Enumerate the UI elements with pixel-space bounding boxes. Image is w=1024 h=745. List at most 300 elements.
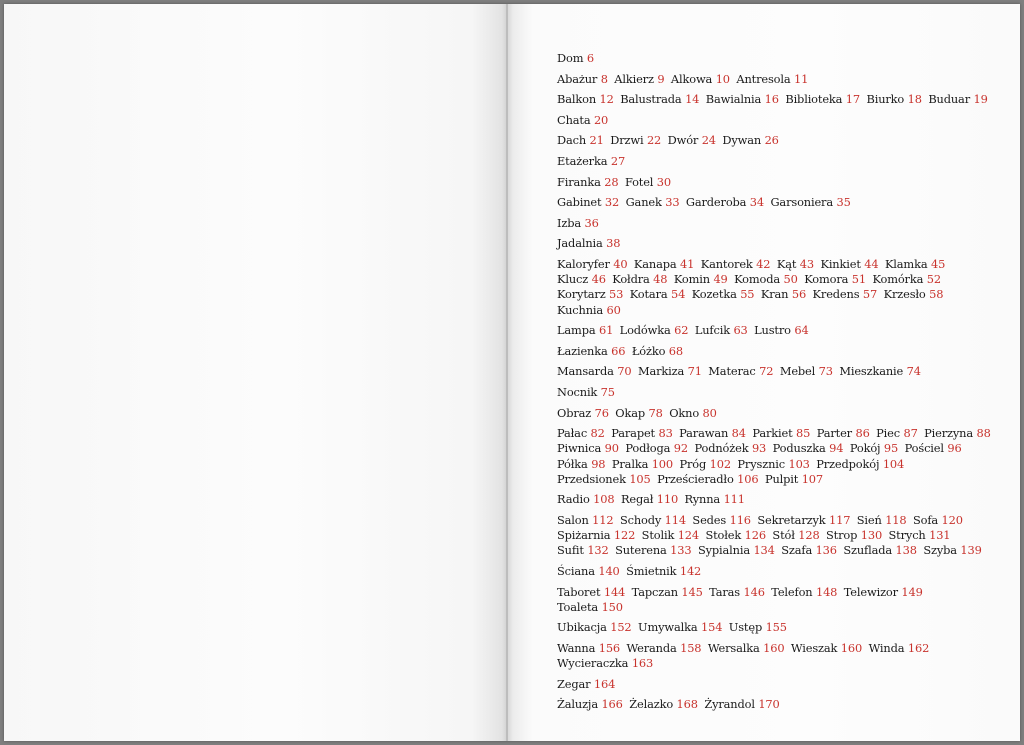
- index-term: Łazienka: [557, 343, 608, 358]
- index-entry: [632, 344, 683, 358]
- index-page-number: 68: [668, 343, 683, 358]
- index-entry: [671, 72, 730, 86]
- index-entry: [614, 72, 664, 86]
- index-term: Telewizor: [843, 584, 898, 599]
- index-entry: [777, 257, 814, 271]
- index-page-number: 98: [591, 456, 606, 471]
- index-entry: [557, 620, 632, 634]
- index-letter-group: [557, 620, 997, 635]
- index-page-number: 124: [677, 528, 699, 543]
- index-page-number: 21: [589, 133, 604, 148]
- index-term: Żyrandol: [704, 697, 755, 712]
- index-page-number: 74: [906, 364, 921, 379]
- index-term: Gabinet: [557, 195, 602, 210]
- index-entry: [612, 457, 673, 471]
- index-entry: [557, 92, 614, 106]
- index-entry: [557, 528, 635, 542]
- index-entry: [844, 585, 923, 599]
- index-entry: [695, 323, 748, 337]
- index-term: Kantorek: [700, 256, 753, 271]
- index-entry: [620, 92, 699, 106]
- index-page-number: 10: [715, 71, 730, 86]
- index-term: Komora: [804, 272, 849, 287]
- index-entry: [843, 543, 916, 557]
- index-entry: [698, 543, 775, 557]
- index-entry: [610, 133, 661, 147]
- index-term: Pościel: [904, 441, 944, 456]
- index-term: Weranda: [626, 640, 677, 655]
- index-page-number: 134: [753, 543, 775, 558]
- index-page-number: 70: [617, 364, 632, 379]
- index-letter-group: [557, 133, 997, 148]
- index-term: Komoda: [734, 272, 781, 287]
- index-entry: [557, 426, 605, 440]
- index-page-number: 78: [648, 405, 663, 420]
- index-term: Żelazko: [629, 697, 674, 712]
- index-letter-group: [557, 92, 997, 107]
- index-letter-group: [557, 344, 997, 359]
- index-entry: [679, 426, 746, 440]
- index-page-number: 40: [613, 256, 628, 271]
- index-entry: [557, 513, 613, 527]
- index-page-number: 116: [729, 512, 751, 527]
- index-term: Sedes: [692, 512, 727, 527]
- index-term: Pulpit: [764, 471, 799, 486]
- index-term: Dwór: [667, 133, 699, 148]
- index-page-number: 41: [680, 256, 695, 271]
- index-entry: [780, 364, 833, 378]
- index-page-number: 164: [593, 676, 616, 691]
- index-page-number: 33: [665, 195, 680, 210]
- index-page-number: 80: [702, 405, 717, 420]
- index-page-number: 132: [587, 543, 609, 558]
- index-page-number: 24: [701, 133, 716, 148]
- index-entry: [804, 272, 866, 286]
- index-entry: [621, 492, 678, 506]
- index-page-number: 114: [664, 512, 686, 527]
- index-page-number: 49: [713, 272, 728, 287]
- index-page-number: 27: [610, 153, 626, 168]
- index-term: Biurko: [866, 92, 905, 107]
- index-entry: [626, 195, 680, 209]
- index-term: Ubikacja: [557, 620, 607, 635]
- index-entry: [734, 272, 798, 286]
- index-entry: [557, 175, 618, 189]
- index-page-number: 170: [758, 697, 780, 712]
- index-entry: [694, 441, 766, 455]
- index-entry: [757, 513, 850, 527]
- index-letter-group: [557, 364, 997, 379]
- index-term: Krzesło: [883, 287, 926, 302]
- index-entry: [615, 406, 662, 420]
- index-entry: [857, 513, 907, 527]
- left-page-blank: [4, 4, 507, 741]
- index-entry: [638, 620, 722, 634]
- index-entry: [557, 287, 623, 301]
- index-term: Strych: [888, 528, 926, 543]
- index-page-number: 54: [671, 287, 686, 302]
- index-entry: [630, 287, 685, 301]
- index-term: Poduszka: [772, 441, 826, 456]
- index-page-number: 8: [600, 71, 608, 86]
- index-page-number: 46: [591, 272, 606, 287]
- index-entry: [557, 697, 623, 711]
- index-term: Kanapa: [633, 256, 677, 271]
- index-entry: [708, 364, 773, 378]
- index-entry: [816, 457, 904, 471]
- index-entry: [885, 257, 945, 271]
- index-entry: [557, 257, 627, 271]
- index-entry: [620, 323, 689, 337]
- index-entry: [923, 543, 981, 557]
- index-term: Alkowa: [670, 71, 713, 86]
- index-page-number: 42: [756, 256, 771, 271]
- index-list: [557, 51, 997, 718]
- index-entry: [674, 272, 728, 286]
- index-term: Wycieraczka: [557, 656, 629, 671]
- index-page-number: 76: [594, 405, 609, 420]
- index-page-number: 75: [600, 384, 615, 399]
- index-entry: [557, 344, 625, 358]
- index-term: Biblioteka: [785, 92, 843, 107]
- index-page-number: 58: [929, 287, 944, 302]
- index-page-number: 148: [815, 584, 838, 599]
- index-page-number: 108: [593, 492, 615, 507]
- index-entry: [668, 133, 716, 147]
- index-entry: [626, 564, 701, 578]
- index-term: Parapet: [611, 426, 655, 441]
- index-term: Lodówka: [619, 323, 671, 338]
- index-page-number: 60: [606, 302, 621, 317]
- index-letter-group: [557, 113, 997, 128]
- index-entry: [905, 441, 962, 455]
- index-term: Kołdra: [612, 272, 650, 287]
- index-term: Piwnica: [557, 441, 602, 456]
- index-term: Piec: [876, 426, 900, 441]
- index-page-number: 82: [590, 426, 605, 441]
- index-page-number: 14: [685, 92, 700, 107]
- index-page-number: 16: [764, 92, 779, 107]
- index-term: Dach: [557, 133, 587, 148]
- index-page-number: 118: [885, 512, 907, 527]
- index-letter-group: [557, 72, 997, 87]
- index-page-number: 145: [681, 584, 703, 599]
- index-term: Garsoniera: [770, 195, 833, 210]
- index-entry: [813, 287, 878, 301]
- index-term: Toaleta: [557, 599, 599, 614]
- index-entry: [557, 113, 608, 127]
- index-entry: [557, 236, 620, 250]
- index-entry: [557, 272, 606, 286]
- index-letter-group: [557, 406, 997, 421]
- index-page-number: 144: [603, 584, 626, 599]
- index-page-number: 55: [740, 287, 755, 302]
- index-page-number: 9: [657, 71, 665, 86]
- index-term: Buduar: [928, 92, 970, 107]
- index-page-number: 88: [976, 426, 991, 441]
- index-term: Firanka: [557, 174, 601, 189]
- index-entry: [928, 92, 987, 106]
- index-page-number: 50: [783, 272, 798, 287]
- index-entry: [785, 92, 860, 106]
- index-entry: [557, 406, 609, 420]
- index-term: Garderoba: [685, 195, 747, 210]
- index-term: Antresola: [736, 71, 791, 86]
- index-letter-group: [557, 492, 997, 507]
- index-term: Żaluzja: [557, 697, 598, 712]
- index-entry: [557, 457, 605, 471]
- index-term: Klamka: [884, 256, 928, 271]
- index-page-number: 6: [586, 51, 594, 65]
- index-page-number: 133: [670, 543, 692, 558]
- index-entry: [557, 677, 615, 691]
- index-term: Strop: [826, 528, 858, 543]
- index-page-number: 66: [611, 343, 626, 358]
- index-term: Schody: [619, 512, 662, 527]
- index-page-number: 96: [947, 441, 962, 456]
- index-entry: [632, 585, 703, 599]
- index-entry: [557, 323, 613, 337]
- index-term: Komin: [673, 272, 710, 287]
- index-letter-group: [557, 195, 997, 210]
- index-page-number: 156: [598, 640, 621, 655]
- index-page-number: 106: [737, 471, 759, 486]
- index-entry: [770, 195, 850, 209]
- index-page-number: 154: [701, 620, 723, 635]
- index-entry: [781, 543, 837, 557]
- index-entry: [557, 51, 594, 65]
- index-letter-group: [557, 51, 997, 66]
- index-page-number: 94: [829, 441, 844, 456]
- index-page-number: 18: [907, 92, 922, 107]
- index-term: Tapczan: [631, 584, 678, 599]
- index-term: Pierzyna: [924, 426, 974, 441]
- index-entry: [557, 441, 619, 455]
- index-term: Kinkiet: [820, 256, 861, 271]
- index-entry: [791, 641, 862, 655]
- index-entry: [773, 441, 844, 455]
- index-page-number: 126: [744, 528, 766, 543]
- index-term: Nocnik: [557, 384, 598, 399]
- index-entry: [557, 543, 609, 557]
- index-entry: [729, 620, 787, 634]
- index-term: Stołek: [705, 528, 742, 543]
- index-term: Szyba: [923, 543, 957, 558]
- index-entry: [557, 564, 620, 578]
- index-page-number: 28: [604, 174, 619, 189]
- index-page-number: 35: [836, 195, 851, 210]
- index-term: Okap: [615, 405, 646, 420]
- index-entry: [820, 257, 878, 271]
- index-entry: [754, 323, 808, 337]
- index-letter-group: [557, 677, 997, 692]
- index-term: Podłoga: [625, 441, 671, 456]
- index-term: Przedpokój: [816, 456, 880, 471]
- index-entry: [642, 528, 699, 542]
- index-term: Chata: [557, 112, 591, 127]
- index-term: Winda: [868, 640, 905, 655]
- index-term: Mansarda: [557, 364, 614, 379]
- index-entry: [761, 287, 806, 301]
- index-page-number: 146: [743, 584, 765, 599]
- index-term: Dywan: [722, 133, 762, 148]
- index-entry: [611, 426, 672, 440]
- index-page-number: 166: [601, 697, 623, 712]
- index-entry: [557, 656, 653, 670]
- index-page-number: 102: [709, 456, 731, 471]
- index-letter-group: [557, 236, 997, 251]
- index-term: Sypialnia: [697, 543, 750, 558]
- index-page-number: 150: [601, 599, 623, 614]
- index-page-number: 57: [862, 287, 878, 302]
- index-entry: [557, 364, 631, 378]
- index-term: Spiżarnia: [557, 528, 611, 543]
- index-entry: [627, 641, 702, 655]
- index-term: Balkon: [557, 92, 597, 107]
- index-term: Lufcik: [694, 323, 730, 338]
- index-page-number: 95: [883, 441, 899, 456]
- index-term: Markiza: [637, 364, 685, 379]
- index-term: Kąt: [776, 256, 797, 271]
- index-entry: [686, 195, 764, 209]
- index-entry: [692, 513, 750, 527]
- index-entry: [669, 406, 717, 420]
- index-entry: [634, 257, 694, 271]
- index-term: Klucz: [557, 272, 589, 287]
- index-term: Zegar: [557, 676, 591, 691]
- index-term: Balustrada: [620, 92, 682, 107]
- index-term: Jadalnia: [557, 236, 603, 251]
- index-entry: [557, 216, 599, 230]
- index-page-number: 107: [801, 471, 823, 486]
- index-term: Mieszkanie: [839, 364, 904, 379]
- index-page-number: 34: [749, 195, 764, 210]
- index-term: Parkiet: [752, 426, 793, 441]
- index-letter-group: [557, 385, 997, 400]
- index-term: Izba: [557, 215, 581, 230]
- index-page-number: 11: [793, 71, 809, 86]
- index-term: Pralka: [611, 456, 649, 471]
- index-term: Kuchnia: [557, 302, 604, 317]
- index-term: Stolik: [641, 528, 675, 543]
- index-term: Parter: [816, 426, 852, 441]
- index-entry: [557, 72, 608, 86]
- index-entry: [709, 585, 765, 599]
- index-page-number: 158: [680, 640, 702, 655]
- index-entry: [872, 272, 941, 286]
- index-entry: [752, 426, 810, 440]
- index-entry: [557, 385, 615, 399]
- index-term: Korytarz: [557, 287, 606, 302]
- index-entry: [701, 257, 771, 271]
- index-term: Mebel: [779, 364, 816, 379]
- index-page-number: 56: [791, 287, 807, 302]
- index-entry: [839, 364, 921, 378]
- index-page-number: 73: [818, 364, 833, 379]
- index-page-number: 61: [598, 323, 614, 338]
- index-page-number: 122: [613, 528, 636, 543]
- index-page-number: 30: [656, 174, 671, 189]
- index-entry: [557, 195, 619, 209]
- index-term: Prysznic: [737, 456, 785, 471]
- index-page-number: 86: [855, 426, 870, 441]
- index-letter-group: [557, 641, 997, 671]
- index-entry: [913, 513, 963, 527]
- index-page-number: 26: [764, 133, 779, 148]
- index-entry: [612, 272, 667, 286]
- index-entry: [557, 600, 623, 614]
- index-entry: [657, 472, 758, 486]
- index-term: Podnóżek: [694, 441, 749, 456]
- index-term: Abażur: [557, 71, 598, 86]
- index-page-number: 83: [658, 426, 673, 441]
- index-entry: [557, 303, 621, 317]
- index-entry: [884, 287, 944, 301]
- index-term: Radio: [557, 492, 590, 507]
- index-letter-group: [557, 585, 997, 615]
- index-entry: [638, 364, 702, 378]
- index-entry: [772, 528, 819, 542]
- index-letter-group: [557, 175, 997, 190]
- index-term: Dom: [557, 51, 584, 65]
- index-entry: [557, 472, 651, 486]
- index-term: Przedsionek: [557, 471, 626, 486]
- index-page-number: 112: [592, 512, 614, 527]
- index-term: Śmietnik: [626, 563, 677, 578]
- index-letter-group: [557, 257, 997, 318]
- index-term: Lustro: [754, 323, 791, 338]
- index-term: Szafa: [781, 543, 813, 558]
- index-term: Stół: [772, 528, 795, 543]
- index-entry: [704, 697, 779, 711]
- index-page-number: 22: [646, 133, 662, 148]
- index-page-number: 117: [829, 512, 851, 527]
- index-page-number: 138: [895, 543, 917, 558]
- index-term: Kran: [760, 287, 789, 302]
- index-term: Prześcieradło: [657, 471, 734, 486]
- index-page-number: 104: [882, 456, 905, 471]
- index-page-number: 72: [759, 364, 774, 379]
- index-entry: [692, 287, 755, 301]
- index-term: Pałac: [557, 426, 588, 441]
- index-term: Suterena: [615, 543, 667, 558]
- index-term: Bawialnia: [705, 92, 762, 107]
- index-entry: [615, 543, 691, 557]
- index-page-number: 48: [653, 272, 668, 287]
- index-page-number: 71: [687, 364, 702, 379]
- index-letter-group: [557, 154, 997, 169]
- index-entry: [629, 697, 698, 711]
- index-term: Telefon: [771, 584, 813, 599]
- index-term: Fotel: [624, 174, 654, 189]
- index-letter-group: [557, 323, 997, 338]
- index-page-number: 45: [930, 256, 946, 271]
- index-entry: [737, 457, 809, 471]
- index-term: Kozetka: [691, 287, 737, 302]
- index-page-number: 85: [796, 426, 811, 441]
- index-term: Materac: [708, 364, 756, 379]
- index-page-number: 110: [656, 492, 679, 507]
- index-term: Parawan: [679, 426, 729, 441]
- index-term: Ganek: [625, 195, 662, 210]
- index-page-number: 105: [629, 471, 651, 486]
- index-term: Łóżko: [631, 343, 666, 358]
- index-page-number: 103: [788, 456, 810, 471]
- index-entry: [708, 641, 785, 655]
- index-term: Kaloryfer: [557, 256, 610, 271]
- index-page-number: 142: [679, 563, 702, 578]
- index-entry: [869, 641, 930, 655]
